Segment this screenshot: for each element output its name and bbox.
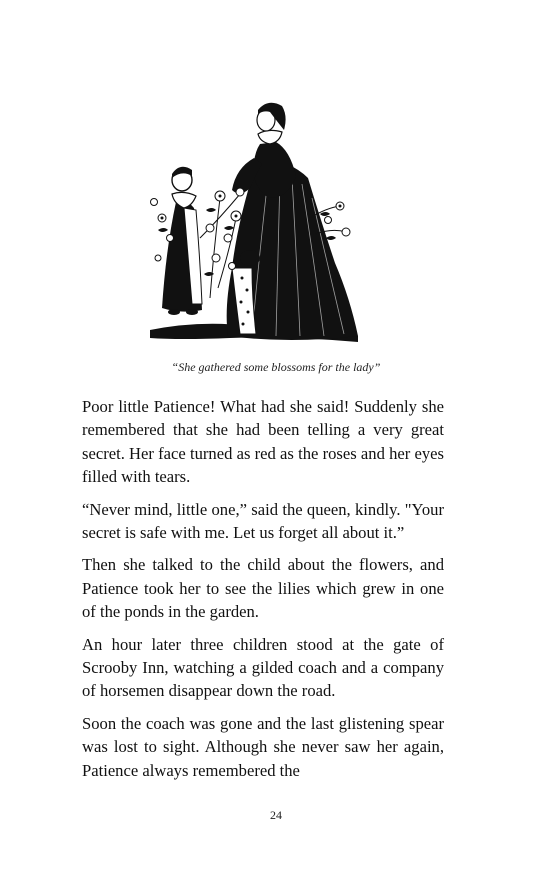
body-text — [82, 395, 444, 791]
paragraph: Soon the coach was gone and the last glistening spear was lost to sight. Although she never saw her again, Patience always remembered the — [82, 713, 444, 780]
page-number: 24 — [270, 808, 282, 822]
paragraph: Poor little Patience! What had she said! Suddenly she remembered that she had been telling a very great secret. Her face turned as red as the roses and her eyes filled with tears. — [82, 397, 444, 487]
illustration-child-and-lady — [140, 98, 370, 348]
paragraph: Then she talked to the child about the flowers, and Patience took her to see the lilies which grew in one of the ponds in the garden. — [82, 555, 444, 622]
paragraph: “Never mind, little one,” said the queen, kindly. "Your secret is safe with me. Let us forget all about it.” — [82, 499, 444, 543]
paragraph: An hour later three children stood at the gate of Scrooby Inn, watching a gilded coach and a company of horsemen disappear down the road. — [82, 634, 444, 701]
illustration-caption: “She gathered some blossoms for the lady” — [171, 360, 381, 374]
